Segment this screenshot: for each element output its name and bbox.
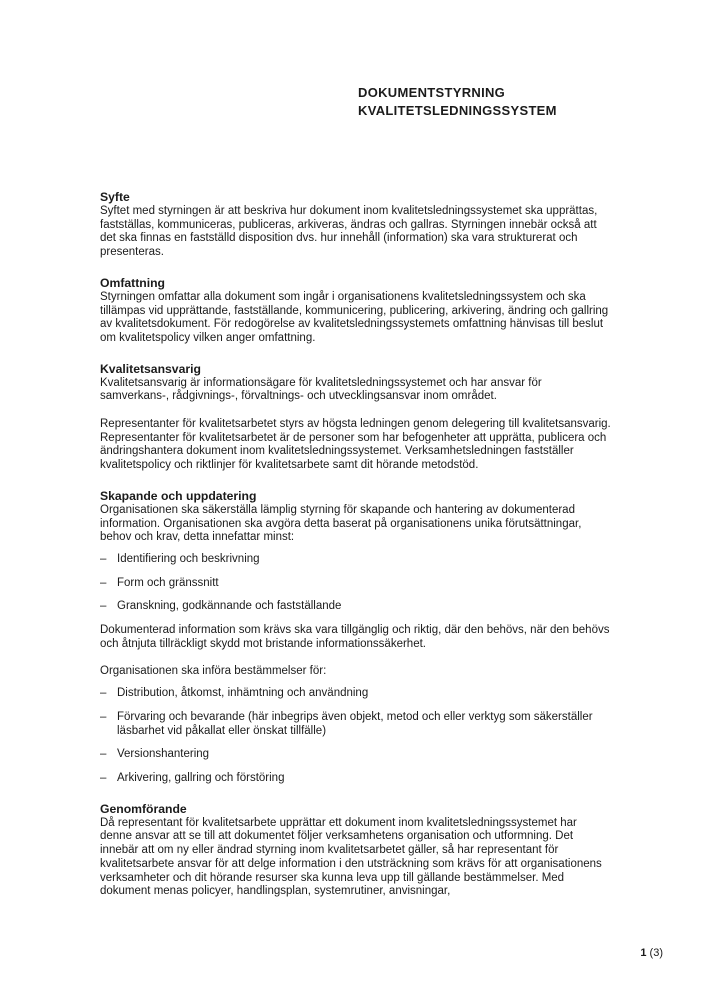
page-number-total: (3): [649, 947, 663, 959]
dash-bullet: –: [100, 552, 107, 565]
paragraph: Syftet med styrningen är att beskriva hur dokument inom kvalitetsledningssystemet ska upprättas, fastställas, kommuniceras, publiceras, arkiveras, ändras och gallras. Styrningen innebär också att det ska finnas en fastställd disposition dvs. hur innehåll (information) ska vara strukturerat och presenteras.: [100, 205, 598, 259]
dash-list: [100, 687, 612, 786]
paragraph: Organisationen ska säkerställa lämplig styrning för skapande och hantering av dokumenterad information. Organisationen ska avgöra detta baserat på organisationens unika förutsättningar, behov och krav, detta innefattar minst:: [100, 503, 582, 544]
list-item: [100, 553, 612, 567]
document-title-line-2: KVALITETSLEDNINGSSYSTEM: [358, 102, 557, 118]
list-item: [100, 687, 612, 701]
paragraph: Representanter för kvalitetsarbetet styrs av högsta ledningen genom delegering till kvalitetsansvarig. Representanter för kvalitetsarbetet är de personer som har befogenheter att upprätta, publicera och ändringshantera dokument inom kvalitetsledningssystemet. Verksamhetsledningen fastställer kvalitetspolicy och riktlinjer för kvalitetsarbete samt dit hörande metodstöd.: [100, 418, 611, 472]
list-item: [100, 748, 612, 762]
list-item-text: Distribution, åtkomst, inhämtning och användning: [117, 687, 369, 700]
list-item: [100, 577, 612, 591]
list-item: [100, 600, 612, 614]
list-item-text: Versionshantering: [117, 748, 210, 761]
paragraph: Dokumenterad information som krävs ska vara tillgänglig och riktig, där den behövs, när den behövs och åtnjuta tillräckligt skydd mot bristande informationssäkerhet.: [100, 624, 610, 650]
section-heading-syfte: Syfte: [100, 190, 130, 204]
list-item: [100, 711, 612, 738]
list-item-text: Granskning, godkännande och fastställande: [117, 600, 342, 613]
paragraph: Organisationen ska införa bestämmelser för:: [100, 665, 327, 678]
section-heading-omfattning: Omfattning: [100, 275, 165, 290]
list-item-text: Arkivering, gallring och förstöring: [117, 771, 285, 784]
dash-list: [100, 553, 612, 614]
paragraph: Kvalitetsansvarig är informationsägare för kvalitetsledningssystemet och har ansvar för samverkans-, rådgivnings-, förvaltnings- och utvecklingsansvar inom området.: [100, 376, 542, 403]
page-number: [640, 947, 663, 960]
list-item: [100, 772, 612, 786]
section-heading-genomforande: Genomförande: [100, 801, 187, 816]
section-heading-skapande-och-uppdatering: Skapande och uppdatering: [100, 488, 257, 503]
dash-bullet: –: [100, 687, 107, 700]
paragraph: Då representant för kvalitetsarbete upprättar ett dokument inom kvalitetsledningssystemet har denne ansvar att se till att dokumentet följer verksamhetens organisation och utformning. Det innebär att om ny eller ändrad styrning inom kvalitetsarbetet gäller, så har representant för kvalitetsarbete ansvar för att delge information i den utsträckning som krävs för att organisationens verksamheter och dit hörande resurser ska kunna leva upp till gällande bestämmelser. Med dokument menas policyer, handlingsplan, systemrutiner, anvisningar,: [100, 816, 602, 898]
paragraph: Styrningen omfattar alla dokument som ingår i organisationens kvalitetsledningssystem och ska tillämpas vid upprättande, fastställande, kommunicering, publicering, arkivering, ändring och gallring av kvalitetsdokument. För redogörelse av kvalitetsledningssystemets omfattning hänvisas till beslut om kvalitetspolicy vilken anger omfattning.: [100, 290, 609, 344]
document-title-line-1: DOKUMENTSTYRNING: [358, 85, 506, 100]
dash-bullet: –: [100, 576, 107, 589]
list-item-text: Form och gränssnitt: [117, 576, 219, 589]
list-item-text: Identifiering och beskrivning: [117, 552, 260, 565]
dash-bullet: –: [100, 748, 107, 761]
dash-bullet: –: [100, 710, 107, 723]
list-item-text: Förvaring och bevarande (här inbegrips även objekt, metod och eller verktyg som säkerställer läsbarhet vid påkallat eller önskat tillfälle): [117, 710, 593, 737]
page-number-current: 1: [640, 947, 647, 959]
section-heading-kvalitetsansvarig: Kvalitetsansvarig: [100, 361, 201, 376]
dash-bullet: –: [100, 771, 107, 784]
dash-bullet: –: [100, 600, 107, 613]
document-title: [358, 84, 557, 119]
document-body: [100, 190, 612, 899]
